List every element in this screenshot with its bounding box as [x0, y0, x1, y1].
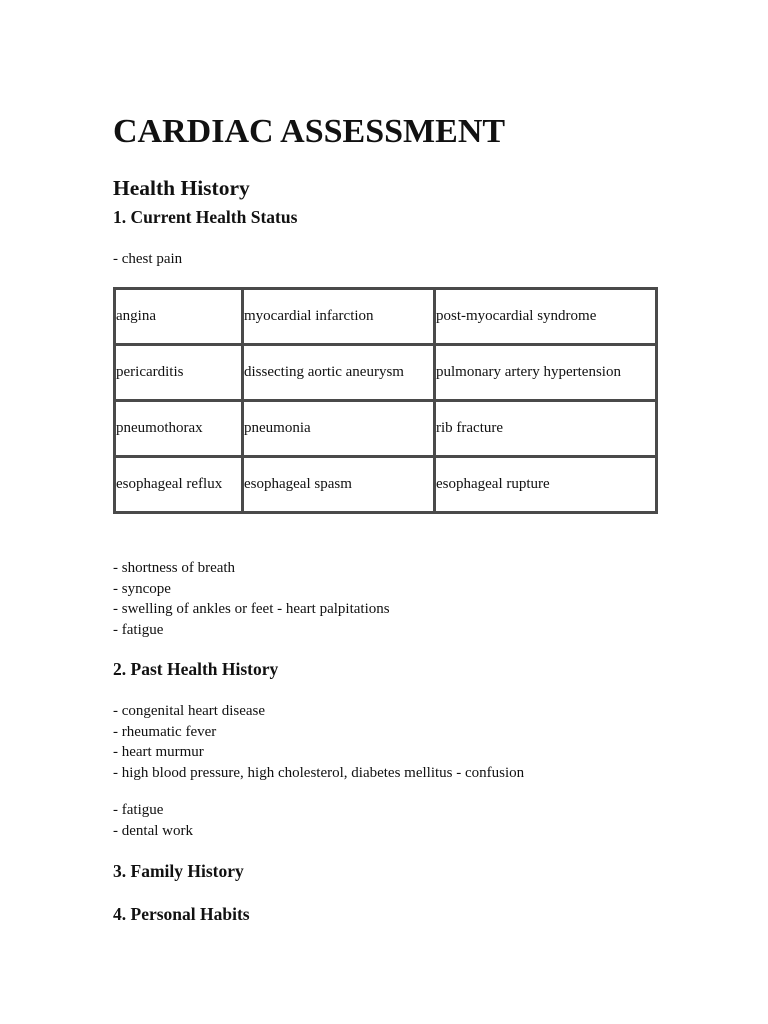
symptoms-list [113, 558, 390, 640]
list-item: - rheumatic fever [113, 723, 217, 740]
list-item: - high blood pressure, high cholesterol, diabetes mellitus - confusion [113, 764, 525, 781]
table-cell: post-myocardial syndrome [435, 289, 657, 345]
heading-personal-habits: 4. Personal Habits [113, 904, 250, 924]
list-item: - fatigue [113, 802, 164, 818]
table-cell: dissecting aortic aneurysm [243, 345, 435, 401]
list-item: - heart murmur [113, 744, 204, 760]
chest-pain-causes-table [113, 287, 658, 514]
list-item: - shortness of breath [113, 560, 236, 576]
table-row [115, 289, 657, 345]
list-item: - dental work [113, 822, 193, 839]
heading-current-health-status: 1. Current Health Status [113, 207, 298, 227]
list-item: - swelling of ankles or feet - heart palpitations [113, 601, 390, 617]
document-title: CARDIAC ASSESSMENT [113, 113, 506, 150]
list-item: - congenital heart disease [113, 703, 266, 719]
table-row [115, 401, 657, 457]
section-heading-health-history: Health History [113, 176, 250, 200]
table-cell: angina [115, 289, 243, 345]
heading-family-history: 3. Family History [113, 861, 244, 881]
table-cell: myocardial infarction [243, 289, 435, 345]
table-cell: pericarditis [115, 345, 243, 401]
list-item: - fatigue [113, 621, 164, 638]
chest-pain-line: - chest pain [113, 251, 183, 267]
table-cell: pulmonary artery hypertension [435, 345, 657, 401]
list-item: - syncope [113, 580, 171, 597]
table-cell: esophageal spasm [243, 457, 435, 513]
table-cell: esophageal rupture [435, 457, 657, 513]
past-history-list-continued [113, 800, 193, 841]
table-cell: pneumonia [243, 401, 435, 457]
table-cell: pneumothorax [115, 401, 243, 457]
table-row [115, 345, 657, 401]
table-cell: rib fracture [435, 401, 657, 457]
heading-past-health-history: 2. Past Health History [113, 659, 279, 679]
past-history-list [113, 701, 524, 783]
table-row [115, 457, 657, 513]
table-cell: esophageal reflux [115, 457, 243, 513]
